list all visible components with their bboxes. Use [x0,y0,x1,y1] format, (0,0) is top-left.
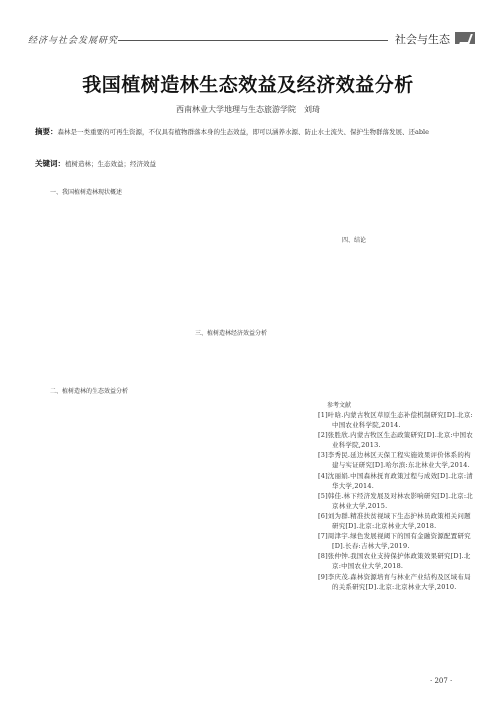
section-heading-2: 二、植树造林的生态效益分析 [50,388,129,395]
abstract-label: 摘要： [35,127,58,136]
page-number: · 207 · [430,677,453,685]
reference-item: [2]张胜欣.内蒙古牧区生态政策研究[D].北京:中国农业科学院,2013. [318,431,473,450]
abstract [35,127,467,137]
column-name: 社会与生态 [395,33,450,46]
reference-item: [4]沈丽娟.中国森林抚育政策过程与成效[D].北京:清华大学,2014. [318,471,473,490]
article-title: 我国植树造林生态效益及经济效益分析 [82,74,414,96]
abstract-text: 森林是一类重要的可再生资源，不仅具有植物群落本身的生态效益，即可以涵养水源、防止水土流失、保护生物群落发展、还able [57,128,429,136]
section-heading-3: 三、植树造林经济效益分析 [195,330,268,337]
section-heading-4: 四、结论 [342,237,367,244]
reference-item: [8]张仲钟.我国农业支持保护体政策效果研究[D].北京:中国农业大学,2018. [318,552,471,571]
keywords-text: 植树造林；生态效益；经济效益 [65,160,156,168]
header-rule [118,40,388,41]
keywords [35,158,467,169]
reference-item: [3]李秀民.延边林区天保工程实施效果评价体系的构建与实证研究[D].哈尔滨:东北林业大学,2014. [318,451,471,470]
author-line: 西南林业大学地理与生态旅游学院 刘琦 [176,105,320,114]
reference-item: [9]李庆茂.森林资源培育与林业产业结构及区域布局的关系研究[D].北京:北京林业大学,2010. [318,572,471,591]
reference-item: [6]刘为群.精准扶贫视域下生态护林员政策相关问题研究[D].北京:北京林业大学,2018. [318,511,471,531]
references-title: 参考文献 [327,402,352,409]
column-mark-icon [455,32,475,44]
reference-item: [1]叶晗.内蒙古牧区草原生态补偿机制研究[D].北京:中国农业科学院,2014. [318,411,473,430]
reference-item: [5]韩佳.林下经济发展及对林农影响研究[D].北京:北京林业大学,2015. [318,491,473,510]
reference-list [318,410,473,592]
section-heading-1: 一、我国植树造林现状概述 [50,189,123,196]
keywords-label: 关键词： [35,159,65,168]
reference-item: [7]周津宇.绿色发展视阈下的国有金融资源配置研究[D].长春:吉林大学,2019. [318,532,471,551]
journal-name: 经济与社会发展研究 [28,36,119,46]
